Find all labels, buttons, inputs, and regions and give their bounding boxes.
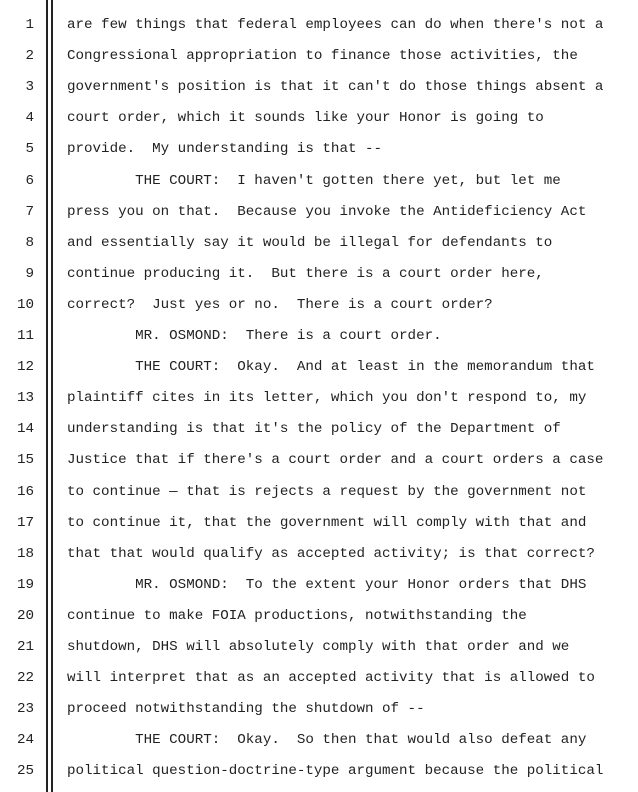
line-text: are few things that federal employees can do when there's not a [67, 17, 604, 33]
transcript-line [0, 477, 638, 508]
line-text: shutdown, DHS will absolutely comply with that order and we [67, 639, 570, 655]
line-text: understanding is that it's the policy of the Department of [67, 421, 561, 438]
line-text: plaintiff cites in its letter, which you don't respond to, my [67, 390, 587, 407]
line-number: 9 [25, 265, 34, 282]
transcript-line [0, 694, 638, 725]
line-number: 22 [16, 670, 34, 687]
line-number: 16 [16, 483, 34, 500]
transcript-line [0, 414, 638, 445]
line-number: 19 [16, 576, 34, 593]
transcript-line [0, 197, 638, 228]
line-text: to continue — that is rejects a request by the government not [67, 483, 587, 500]
line-number: 23 [16, 701, 34, 718]
line-text: Congressional appropriation to finance those activities, the [67, 48, 578, 65]
line-number: 20 [16, 607, 34, 624]
line-text: Justice that if there's a court order and a court orders a case [67, 452, 604, 469]
transcript-line [0, 508, 638, 539]
line-number: 25 [16, 763, 34, 780]
line-text: that that would qualify as accepted activity; is that correct? [67, 545, 595, 562]
line-text: correct? Just yes or no. There is a court order? [67, 296, 493, 313]
transcript-line [0, 41, 638, 72]
transcript-line [0, 445, 638, 476]
line-number: 7 [25, 203, 34, 220]
transcript-line [0, 383, 638, 414]
line-number: 18 [16, 545, 34, 562]
line-number: 8 [25, 234, 34, 251]
transcript-line [0, 352, 638, 383]
line-text: political question-doctrine-type argument because the political [67, 763, 604, 780]
line-text: to continue it, that the government will comply with that and [67, 514, 587, 531]
transcript-line [0, 601, 638, 632]
line-text: court order, which it sounds like your Honor is going to [67, 110, 544, 127]
line-number: 11 [16, 328, 34, 344]
line-number: 6 [25, 172, 34, 189]
line-number: 4 [25, 110, 34, 127]
transcript-line [0, 10, 638, 41]
line-text: THE COURT: Okay. So then that would also defeat any [67, 732, 587, 749]
line-text: provide. My understanding is that -- [67, 141, 383, 158]
transcript-line [0, 290, 638, 321]
transcript-line [0, 103, 638, 134]
transcript-line [0, 756, 638, 787]
line-number: 17 [16, 514, 34, 531]
line-text: will interpret that as an accepted activity that is allowed to [67, 670, 595, 687]
transcript-line [0, 725, 638, 756]
transcript-line [0, 321, 638, 352]
line-text: proceed notwithstanding the shutdown of -- [67, 701, 425, 718]
transcript-line [0, 539, 638, 570]
transcript-line [0, 228, 638, 259]
line-text: MR. OSMOND: To the extent your Honor orders that DHS [67, 576, 587, 593]
line-number: 15 [16, 452, 34, 469]
transcript-line [0, 570, 638, 601]
line-text: continue to make FOIA productions, notwithstanding the [67, 607, 527, 624]
line-text: MR. OSMOND: There is a court order. [67, 328, 442, 344]
line-number: 1 [25, 17, 34, 33]
transcript-line [0, 134, 638, 165]
line-text: continue producing it. But there is a court order here, [67, 265, 544, 282]
line-number: 2 [25, 48, 34, 65]
line-number: 5 [25, 141, 34, 158]
line-number: 14 [16, 421, 34, 438]
line-number: 24 [16, 732, 34, 749]
line-number: 3 [25, 79, 34, 96]
line-text: press you on that. Because you invoke the Antideficiency Act [67, 203, 587, 220]
line-text: THE COURT: I haven't gotten there yet, but let me [67, 172, 561, 189]
transcript-line [0, 663, 638, 694]
line-number: 13 [16, 390, 34, 407]
line-number: 21 [16, 639, 34, 655]
transcript-line [0, 166, 638, 197]
line-number: 12 [16, 359, 34, 376]
line-text: THE COURT: Okay. And at least in the memorandum that [67, 359, 595, 376]
transcript-line [0, 632, 638, 663]
transcript-line [0, 259, 638, 290]
line-text: and essentially say it would be illegal for defendants to [67, 234, 553, 251]
transcript-line [0, 72, 638, 103]
line-text: government's position is that it can't do those things absent a [67, 79, 604, 96]
line-number: 10 [16, 296, 34, 313]
